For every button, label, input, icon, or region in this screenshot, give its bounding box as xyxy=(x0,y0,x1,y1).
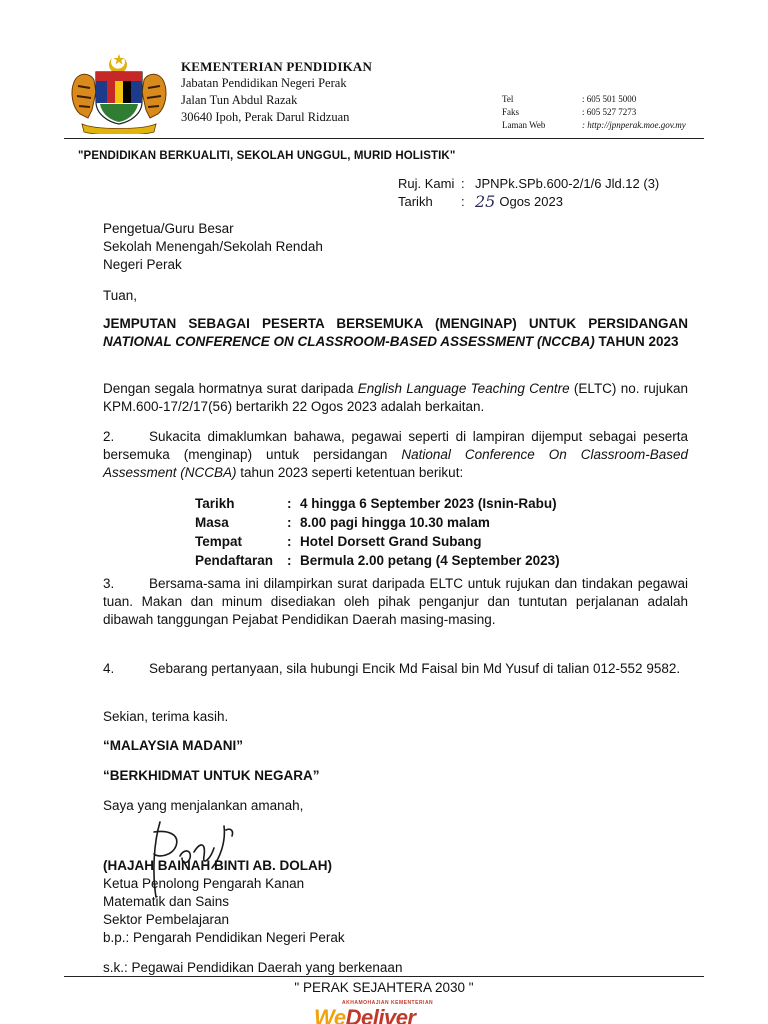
paragraph-1 xyxy=(103,380,688,416)
detail-label: Tempat xyxy=(195,534,243,549)
slogan-berkhidmat: “BERKHIDMAT UNTUK NEGARA” xyxy=(103,768,320,783)
date-month-year: Ogos 2023 xyxy=(499,194,563,209)
logo-wordmark xyxy=(314,1005,416,1024)
date-label: Tarikh xyxy=(398,194,433,209)
detail-label: Tarikh xyxy=(195,496,235,511)
ministry-address xyxy=(181,58,372,126)
detail-value: 8.00 pagi hingga 10.30 malam xyxy=(300,515,490,530)
reference-row xyxy=(398,175,659,193)
ministry-name: KEMENTERIAN PENDIDIKAN xyxy=(181,59,373,74)
contact-value: : 605 527 7273 xyxy=(582,107,637,117)
header-divider xyxy=(64,138,704,139)
paragraph-text: Dengan segala hormatnya surat daripada xyxy=(103,381,358,396)
paragraph-number: 4. xyxy=(103,661,115,676)
detail-row xyxy=(195,513,560,532)
salutation: Tuan, xyxy=(103,288,138,303)
website-link[interactable]: : http://jpnperak.moe.gov.my xyxy=(582,120,686,130)
detail-value: Hotel Dorsett Grand Subang xyxy=(300,534,482,549)
subject-heading xyxy=(103,315,688,351)
paragraph-3 xyxy=(103,575,688,629)
recipient-address xyxy=(103,220,688,274)
malaysia-coat-of-arms-icon xyxy=(66,52,172,134)
paragraph-italic-text: English Language Teaching Centre xyxy=(357,381,570,396)
signatory-title: Matematik dan Sains xyxy=(103,894,230,909)
paragraph-text: tahun 2023 seperti ketentuan berikut: xyxy=(236,465,464,480)
detail-label: Masa xyxy=(195,515,229,530)
detail-value: Bermula 2.00 petang (4 September 2023) xyxy=(300,553,560,568)
signatory-title: Ketua Penolong Pengarah Kanan xyxy=(103,876,305,891)
detail-row xyxy=(195,494,560,513)
separator: : xyxy=(287,515,292,530)
separator: : xyxy=(287,534,292,549)
subject-part: TAHUN 2023 xyxy=(594,334,679,349)
closing: Sekian, terima kasih. xyxy=(103,709,229,724)
separator: : xyxy=(287,553,292,568)
signatory-title: b.p.: Pengarah Pendidikan Negeri Perak xyxy=(103,930,345,945)
signatory-title: Sektor Pembelajaran xyxy=(103,912,230,927)
reference-block xyxy=(398,175,659,211)
logo-tagline: AKHAMOHAJIAN KEMENTERIAN xyxy=(342,1000,434,1006)
recipient-line: Pengetua/Guru Besar xyxy=(103,221,234,236)
department-name: Jabatan Pendidikan Negeri Perak xyxy=(181,76,347,90)
recipient-line: Negeri Perak xyxy=(103,257,182,272)
contact-row-tel xyxy=(502,93,686,106)
handwritten-date-day: 25 xyxy=(475,192,496,211)
contact-label: Faks xyxy=(502,107,520,117)
contact-value: : 605 501 5000 xyxy=(582,94,637,104)
logo-we: We xyxy=(314,1005,346,1024)
detail-row xyxy=(195,551,560,570)
detail-row xyxy=(195,532,560,551)
footer-slogan: " PERAK SEJAHTERA 2030 " xyxy=(294,980,474,995)
separator: : xyxy=(461,176,465,191)
reference-value: JPNPk.SPb.600-2/1/6 Jld.12 (3) xyxy=(475,176,660,191)
paragraph-number: 2. xyxy=(103,429,115,444)
separator: : xyxy=(287,496,292,511)
carbon-copy: s.k.: Pegawai Pendidikan Daerah yang berkenaan xyxy=(103,960,403,975)
paragraph-text: Bersama-sama ini dilampirkan surat daripada ELTC untuk rujukan dan tindakan pegawai tuan. Makan dan minum disediakan oleh pihak penganjur dan tuntutan perjalanan adalah dibawah tanggungan Pejabat Pendidikan Daerah masing-masing. xyxy=(103,576,688,627)
signatory-name: (HAJAH BAINAH BINTI AB. DOLAH) xyxy=(103,858,332,873)
we-deliver-logo xyxy=(314,1000,454,1024)
city-address: 30640 Ipoh, Perak Darul Ridzuan xyxy=(181,110,350,124)
contact-row-web xyxy=(502,119,686,132)
logo-deliver: Deliver xyxy=(345,1005,416,1024)
recipient-line: Sekolah Menengah/Sekolah Rendah xyxy=(103,239,323,254)
paragraph-text: Sukacita dimaklumkan bahawa, pegawai seperti di lampiran dijemput sebagai peserta bersemuka (menginap) untuk persidangan xyxy=(103,429,688,462)
motto: "PENDIDIKAN BERKUALITI, SEKOLAH UNGGUL, MURID HOLISTIK" xyxy=(78,150,456,162)
subject-part: JEMPUTAN SEBAGAI PESERTA BERSEMUKA (MENGINAP) UNTUK PERSIDANGAN xyxy=(103,316,688,331)
paragraph-2 xyxy=(103,428,688,482)
separator: : xyxy=(461,194,465,209)
signatory-block xyxy=(103,857,688,947)
contact-block xyxy=(502,93,686,132)
paragraph-number: 3. xyxy=(103,576,115,591)
street-address: Jalan Tun Abdul Razak xyxy=(181,93,298,107)
slogan-malaysia-madani: “MALAYSIA MADANI” xyxy=(103,738,244,753)
detail-value: 4 hingga 6 September 2023 (Isnin-Rabu) xyxy=(300,496,557,511)
contact-row-fax xyxy=(502,106,686,119)
reference-label: Ruj. Kami xyxy=(398,176,455,191)
event-details xyxy=(195,494,560,570)
detail-label: Pendaftaran xyxy=(195,553,274,568)
paragraph-text: Sebarang pertanyaan, sila hubungi Encik Md Faisal bin Md Yusuf di talian 012-552 9582. xyxy=(149,661,681,676)
subject-conference-name: NATIONAL CONFERENCE ON CLASSROOM-BASED ASSESSMENT (NCCBA) xyxy=(103,334,595,349)
date-row xyxy=(398,193,659,211)
paragraph-4 xyxy=(103,660,688,678)
footer-divider xyxy=(64,976,704,977)
contact-label: Tel xyxy=(502,94,514,104)
paragraph-italic-text: National Conference On Classroom-Based Assessment (NCCBA) xyxy=(103,447,689,480)
contact-label: Laman Web xyxy=(502,120,546,130)
trust-statement: Saya yang menjalankan amanah, xyxy=(103,798,304,813)
paragraph-text: (ELTC) no. rujukan KPM.600-17/2/17(56) bertarikh 22 Ogos 2023 adalah berkaitan. xyxy=(103,381,688,414)
